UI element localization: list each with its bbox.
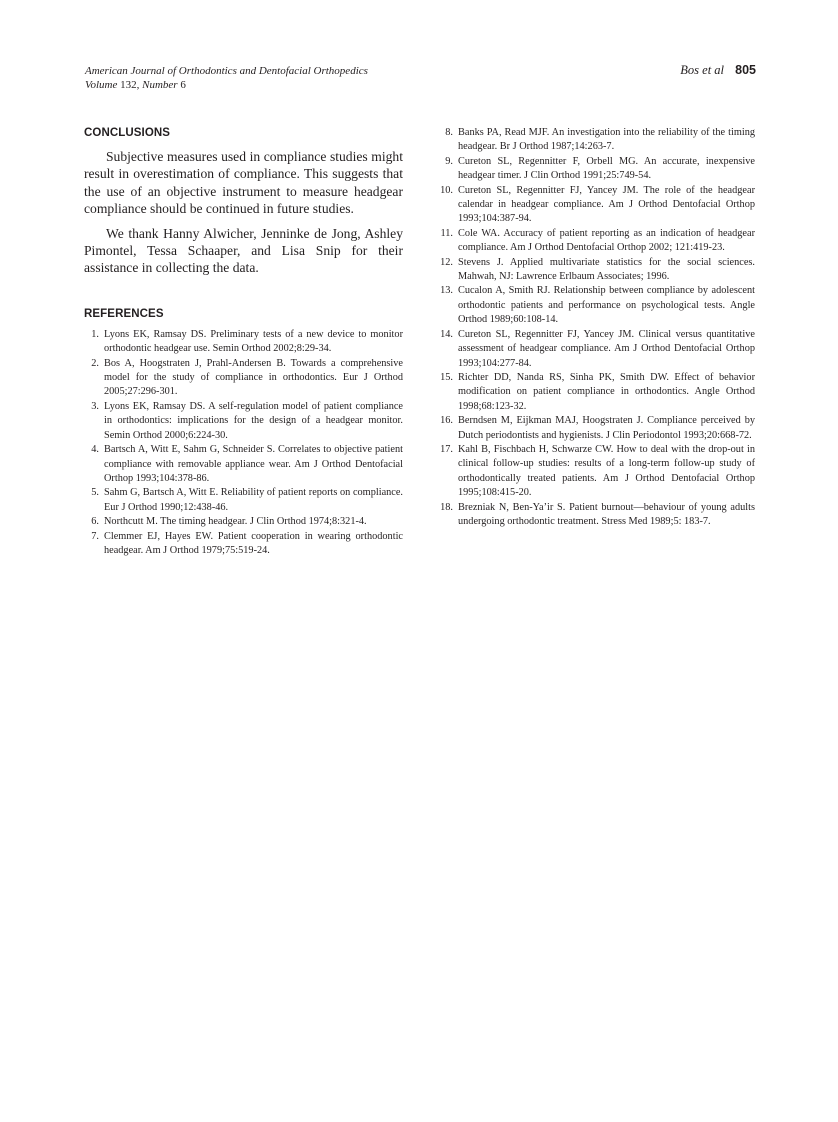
reference-text: Cureton SL, Regennitter FJ, Yancey JM. The role of the headgear calendar in headgear compliance. Am J Orthod Dentofacial Orthop 1993;104:387-94. [458,184,755,225]
reference-text: Northcutt M. The timing headgear. J Clin Orthod 1974;8:321-4. [104,516,367,528]
reference-number: 7. [91,530,99,542]
reference-item [438,284,755,327]
running-header-page [680,62,756,78]
reference-text: Stevens J. Applied multivariate statistics for the social sciences. Mahwah, NJ: Lawrence Erlbaum Associates; 1996. [458,256,755,283]
reference-number: 12. [440,256,453,268]
reference-text: Sahm G, Bartsch A, Witt E. Reliability of patient reports on compliance. Eur J Orthod 1990;12:438-46. [104,487,403,513]
running-header-journal [85,64,368,92]
reference-item [84,443,403,486]
reference-text: Cureton SL, Regennitter F, Orbell MG. An accurate, inexpensive headgear timer. J Clin Orthod 1991;25:749-54. [458,155,755,182]
reference-number: 14. [440,328,453,340]
reference-item [438,501,755,530]
conclusions-heading: CONCLUSIONS [84,127,171,139]
reference-text: Cucalon A, Smith RJ. Relationship between compliance by adolescent orthodontic patients and performance on psychological tests. Angle Orthod 1989;60:108-14. [458,285,755,326]
reference-number: 17. [440,443,453,455]
reference-item [438,184,755,227]
volume-label: Volume [85,79,118,91]
reference-text: Cureton SL, Regennitter FJ, Yancey JM. Clinical versus quantitative assessment of headgear compliance. Am J Orthod Dentofacial Orthop 1993;104:277-84. [458,328,755,369]
reference-number: 18. [440,501,453,513]
reference-number: 10. [440,184,453,196]
reference-number: 1. [91,328,99,340]
left-column [84,126,403,558]
reference-text: Cole WA. Accuracy of patient reporting as an indication of headgear compliance. Am J Orthod Dentofacial Orthop 2002; 121:419-23. [458,227,755,254]
reference-list-right [438,126,755,529]
reference-item [438,328,755,371]
issue-number: 6 [180,79,186,91]
reference-text: Berndsen M, Eijkman MAJ, Hoogstraten J. Compliance perceived by Dutch periodontists and hygienists. J Clin Periodontol 1993;20:668-72. [458,415,755,441]
reference-number: 9. [445,155,453,167]
reference-text: Banks PA, Read MJF. An investigation into the reliability of the timing headgear. Br J Orthod 1987;14:263-7. [458,127,755,153]
reference-item [438,256,755,285]
reference-item [438,371,755,414]
reference-item [438,126,755,155]
reference-item [84,400,403,443]
volume-number: 132 [120,79,137,91]
reference-number: 6. [91,516,99,528]
reference-text: Brezniak N, Ben-Ya’ir S. Patient burnout—behaviour of young adults undergoing orthodontic treatment. Stress Med 1989;5: 183-7. [458,501,755,527]
running-authors: Bos et al [680,63,725,77]
journal-title: American Journal of Orthodontics and Dentofacial Orthopedics [85,65,368,77]
volume-line: Volume 132, Number 6 [85,79,186,91]
reference-number: 11. [440,227,453,239]
reference-number: 15. [440,371,453,383]
conclusions-text: Subjective measures used in compliance studies might result in overestimation of compliance. This suggests that the use of an objective instrument to measure headgear compliance should be continued in future studies. [84,149,403,217]
reference-item [84,328,403,357]
reference-text: Lyons EK, Ramsay DS. Preliminary tests of a new device to monitor orthodontic headgear use. Semin Orthod 2002;8:29-34. [104,328,403,355]
reference-number: 13. [440,285,453,297]
reference-number: 16. [440,415,453,427]
reference-item [438,414,755,443]
reference-number: 4. [91,444,99,456]
reference-text: Richter DD, Nanda RS, Sinha PK, Smith DW. Effect of behavior modification on patient compliance in orthodontics. Angle Orthod 1998;68:123-32. [458,371,755,412]
reference-text: Clemmer EJ, Hayes EW. Patient cooperation in wearing orthodontic headgear. Am J Orthod 1979;75:519-24. [104,530,403,556]
reference-text: Bos A, Hoogstraten J, Prahl-Andersen B. Towards a comprehensive model for the study of compliance in orthodontics. Eur J Orthod 2005;27:296-301. [104,357,403,398]
reference-list-left [84,328,403,559]
number-label: Number [142,79,178,91]
reference-item [84,486,403,515]
reference-text: Lyons EK, Ramsay DS. A self-regulation model of patient compliance in orthodontics: implications for the design of a headgear monitor. Semin Orthod 2000;6:224-30. [104,400,403,441]
references-heading: REFERENCES [84,307,164,320]
reference-text: Kahl B, Fischbach H, Schwarze CW. How to deal with the drop-out in clinical follow-up studies: results of a long-term follow-up study of orthodontically treated patients. Am J Orthod Dentofacial Orthop 1995;108:415-20. [458,443,755,499]
acknowledgment-text: We thank Hanny Alwicher, Jenninke de Jong, Ashley Pimontel, Tessa Schaaper, and Lisa Snip for their assistance in collecting the data. [84,225,403,276]
reference-item [84,515,403,529]
reference-item [438,227,755,256]
reference-item [438,155,755,184]
reference-number: 3. [91,400,99,412]
right-column [438,126,755,529]
reference-number: 2. [91,357,99,369]
reference-item [84,530,403,559]
reference-number: 5. [91,487,99,499]
page-number: 805 [735,63,756,77]
reference-item [84,357,403,400]
reference-item [438,443,755,501]
reference-number: 8. [445,127,453,138]
reference-text: Bartsch A, Witt E, Sahm G, Schneider S. Correlates to objective patient compliance with removable appliance wear. Am J Orthod Dentofacial Orthop 1993;104:378-86. [104,444,403,484]
